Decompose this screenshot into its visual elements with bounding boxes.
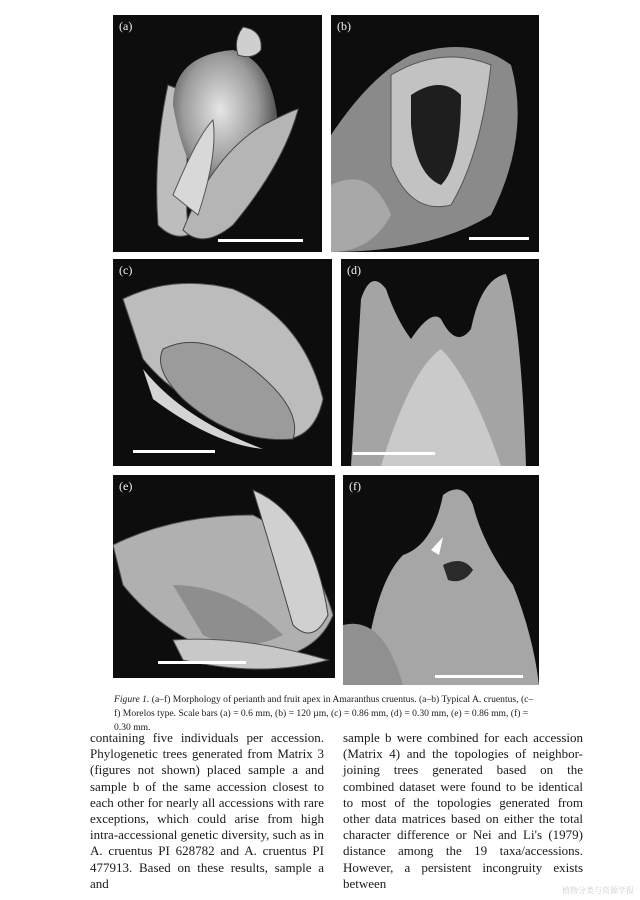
panel-label-c: (c): [119, 263, 133, 277]
panel-label-e: (e): [119, 479, 133, 493]
figure-panel-e: [113, 475, 335, 678]
panel-label-a: (a): [119, 19, 133, 33]
sem-image-e: [113, 475, 335, 678]
figure-panel-b: [331, 15, 539, 252]
figure-panel-a: [113, 15, 322, 252]
watermark-text: 植物分类与资源学报: [562, 886, 634, 895]
sem-image-c: [113, 259, 332, 466]
scale-bar-f: [435, 675, 523, 678]
panel-label-d: (d): [347, 263, 361, 277]
body-column-right: sample b were combined for each accession (Matrix 4) and the topologies of neighbor-joining trees generated based on the combined dataset were found to be identical to most of the topologies generated from other data matrices based on either the total character difference or Nei and Li's (1979) distance among the 19 taxa/accessions. However, a persistent incongruity exists between: [343, 730, 583, 891]
caption-text: (a–f) Morphology of perianth and fruit apex in Amaranthus cruentus. (a–b) Typical A. cruentus, (c–f) Morelos type. Scale bars (a) = 0.6 mm, (b) = 120 µm, (c) = 0.86 mm, (d) = 0.30 mm, (e) = 0.86 mm, (f) = 0.30 mm.: [114, 694, 534, 733]
panel-label-f: (f): [349, 479, 361, 493]
figure-panel-c: [113, 259, 332, 466]
sem-image-b: [331, 15, 539, 252]
scale-bar-b: [469, 237, 529, 240]
figure-caption: [114, 693, 534, 735]
figure-panel-d: [341, 259, 539, 466]
scale-bar-a: [218, 239, 303, 242]
sem-image-f: [343, 475, 539, 685]
panel-label-b: (b): [337, 19, 351, 33]
scale-bar-e: [158, 661, 246, 664]
sem-image-a: [113, 15, 322, 252]
figure-panel-f: [343, 475, 539, 685]
body-column-left: containing five individuals per accession. Phylogenetic trees generated from Matrix 3 (figures not shown) placed sample a and sample b of the same accession closest to each other for nearly all accessions with rare exceptions, which could arise from high intra-accessional genetic diversity, such as in A. cruentus PI 628782 and A. cruentus PI 477913. Based on these results, sample a and: [90, 730, 324, 891]
sem-image-d: [341, 259, 539, 466]
caption-lead: Figure 1.: [114, 694, 150, 705]
scale-bar-d: [353, 452, 435, 455]
scale-bar-c: [133, 450, 215, 453]
